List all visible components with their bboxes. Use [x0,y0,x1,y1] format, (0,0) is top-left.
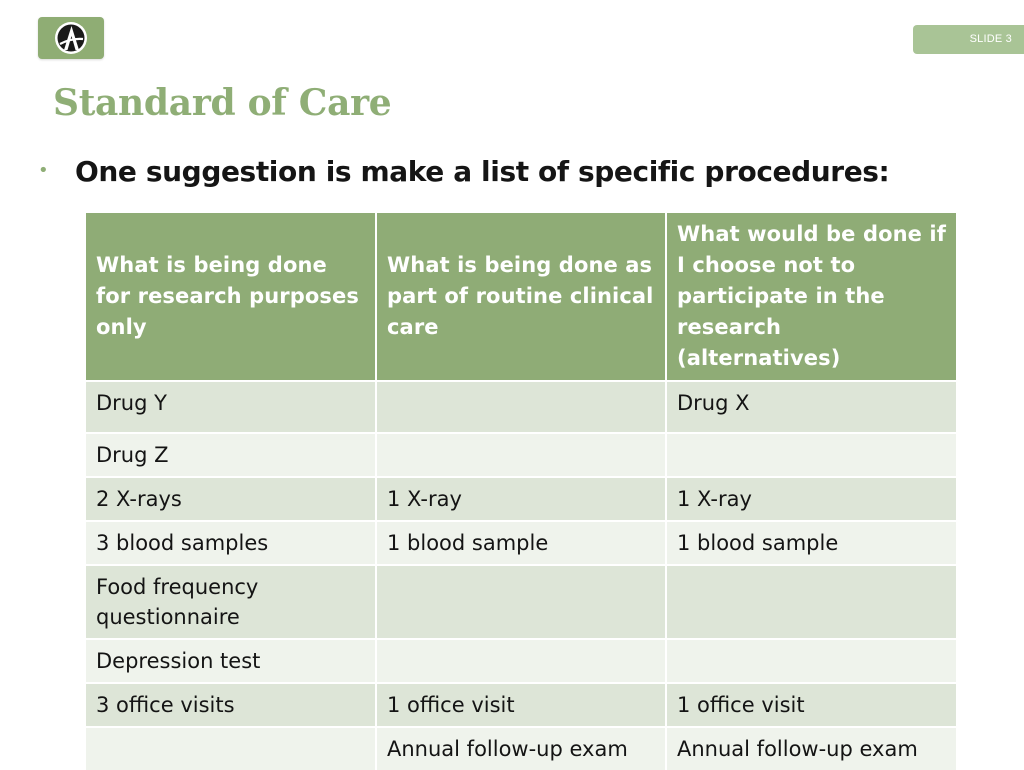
table-cell [666,639,956,683]
table-cell: 1 blood sample [666,521,956,565]
compass-a-logo-icon [38,17,104,59]
bullet-text: One suggestion is make a list of specific procedures: [75,155,890,188]
table-cell: Annual follow-up exam [666,727,956,770]
header-routine-care: What is being done as part of routine clinical care [376,213,666,381]
table-cell: 1 office visit [376,683,666,727]
table-row [86,727,956,770]
table-cell [376,565,666,639]
table-cell [376,433,666,477]
bullet-item [38,152,998,192]
table-cell [666,433,956,477]
bullet-icon: • [38,160,49,181]
table-cell: 3 blood samples [86,521,376,565]
procedures-table [86,213,956,770]
slide-title: Standard of Care [53,82,392,124]
table-row [86,683,956,727]
table-header-row [86,213,956,381]
table-cell: Drug X [666,381,956,433]
logo [38,17,104,59]
table-cell: 3 office visits [86,683,376,727]
table-cell: Food frequency questionnaire [86,565,376,639]
table-cell: 2 X-rays [86,477,376,521]
table-row [86,521,956,565]
table-row [86,639,956,683]
table-cell: 1 blood sample [376,521,666,565]
table-cell [86,727,376,770]
table-cell: Annual follow-up exam [376,727,666,770]
table-cell: Depression test [86,639,376,683]
table-cell: 1 X-ray [666,477,956,521]
table-cell [376,381,666,433]
table-cell: Drug Y [86,381,376,433]
table-row [86,477,956,521]
table-cell: Drug Z [86,433,376,477]
table-cell: 1 X-ray [376,477,666,521]
table-cell: 1 office visit [666,683,956,727]
table-cell [376,639,666,683]
slide-number-badge: SLIDE 3 [913,25,1024,54]
header-research-only: What is being done for research purposes only [86,213,376,381]
table-row [86,381,956,433]
table-cell [666,565,956,639]
table-row [86,433,956,477]
header-alternatives: What would be done if I choose not to participate in the research (alternatives) [666,213,956,381]
table-row [86,565,956,639]
